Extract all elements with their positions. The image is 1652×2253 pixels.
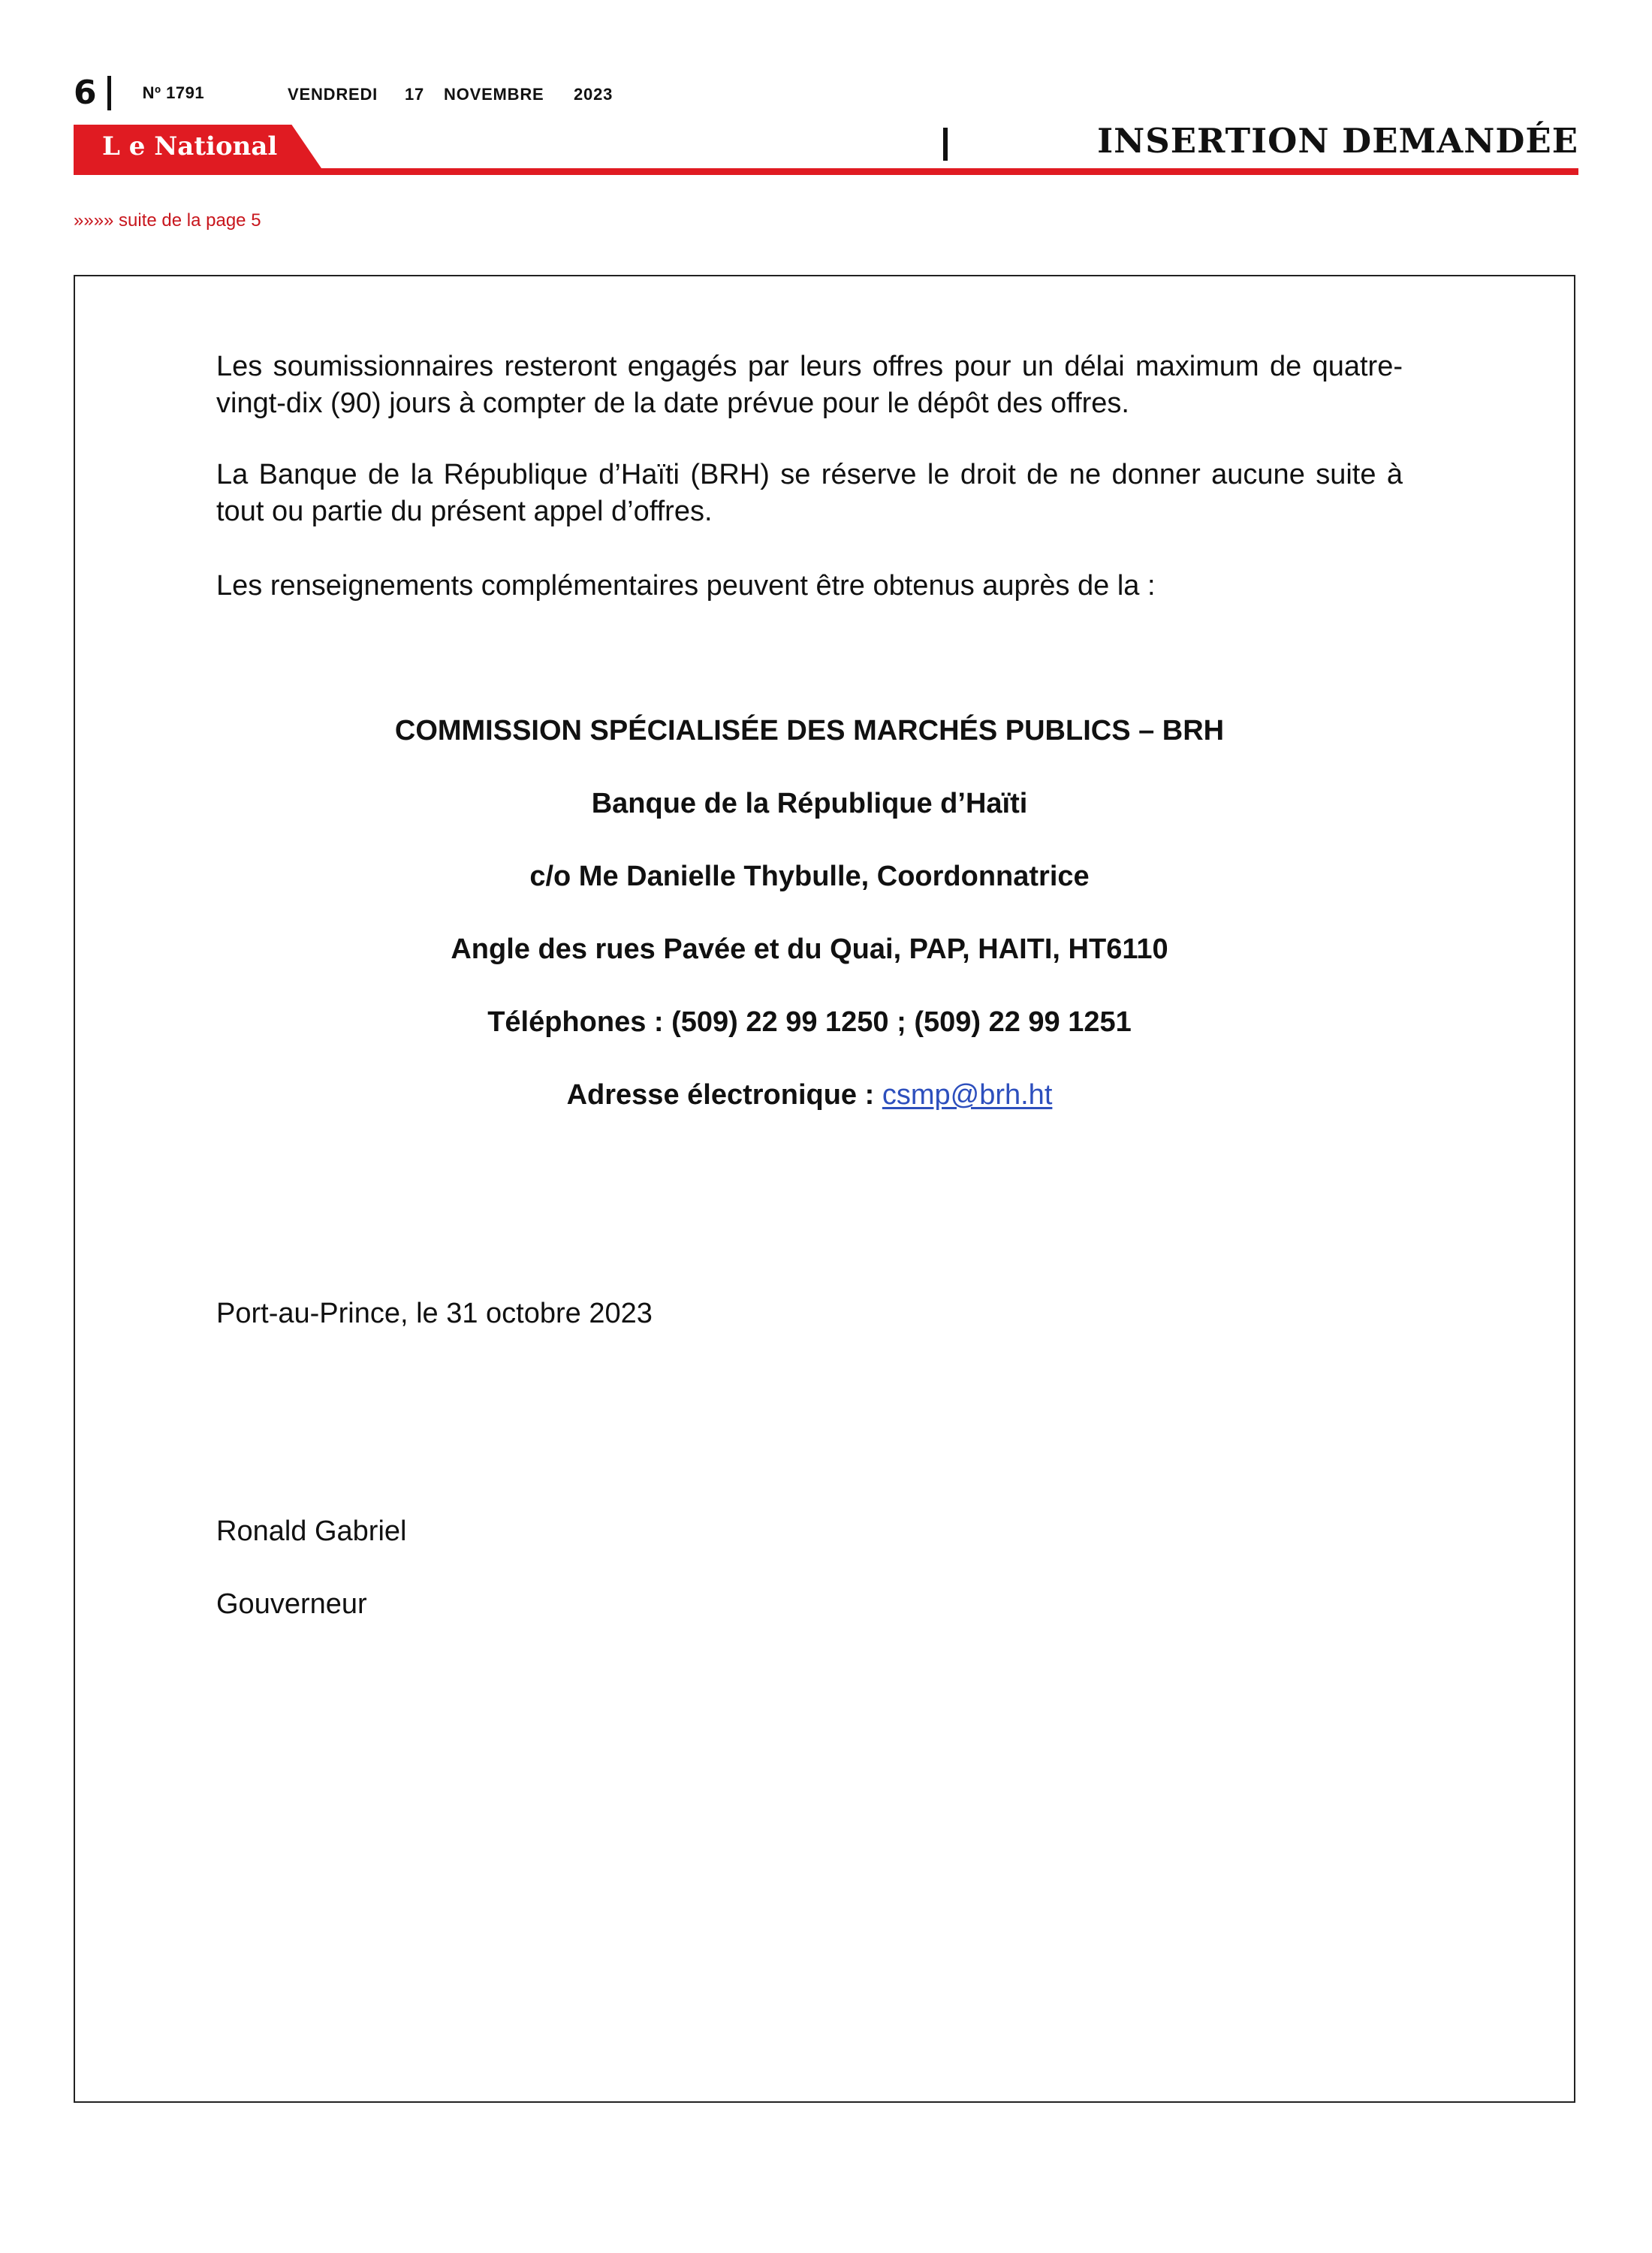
issue-month: NOVEMBRE [444,85,544,104]
issue-number: Nº 1791 [142,83,205,102]
signer-title: Gouverneur [216,1588,367,1620]
coordinator-line: c/o Me Danielle Thybulle, Coordonnatrice [529,861,1090,892]
header-red-rule [74,168,1578,175]
phone-line: Téléphones : (509) 22 99 1250 ; (509) 22 99 1251 [487,1006,1132,1038]
email-label: Adresse électronique : [566,1079,882,1111]
page-number-divider [107,76,111,110]
place-and-date: Port-au-Prince, le 31 octobre 2023 [216,1298,653,1329]
signer-name: Ronald Gabriel [216,1516,407,1547]
notice-paragraph: Les soumissionnaires resteront engagés par leurs offres pour un délai maximum de quatre-vingt-dix (90) jours à compter de la date prévue pour le dépôt des offres. [216,351,1403,419]
email-line [216,1078,1403,1112]
address-line: Angle des rues Pavée et du Quai, PAP, HAITI, HT6110 [451,933,1168,965]
page-number: 6 [74,74,97,112]
bank-name: Banque de la République d’Haïti [591,788,1028,819]
commission-name: COMMISSION SPÉCIALISÉE DES MARCHÉS PUBLICS – BRH [394,715,1225,746]
notice-paragraph: La Banque de la République d’Haïti (BRH) se réserve le droit de ne donner aucune suite à tout ou partie du présent appel d’offres. [216,459,1403,527]
continued-from-note: »»»» suite de la page 5 [74,210,261,231]
newspaper-brand: L e National [102,131,278,161]
notice-frame [74,275,1575,2103]
issue-day: 17 [405,85,425,104]
header-divider-bar [943,128,948,161]
section-title: INSERTION DEMANDÉE [1097,121,1578,161]
issue-weekday: VENDREDI [288,85,378,104]
page-header-info [74,72,613,114]
email-link[interactable]: csmp@brh.ht [882,1079,1053,1111]
issue-year: 2023 [574,85,613,104]
notice-paragraph: Les renseignements complémentaires peuvent être obtenus auprès de la : [216,570,1156,602]
